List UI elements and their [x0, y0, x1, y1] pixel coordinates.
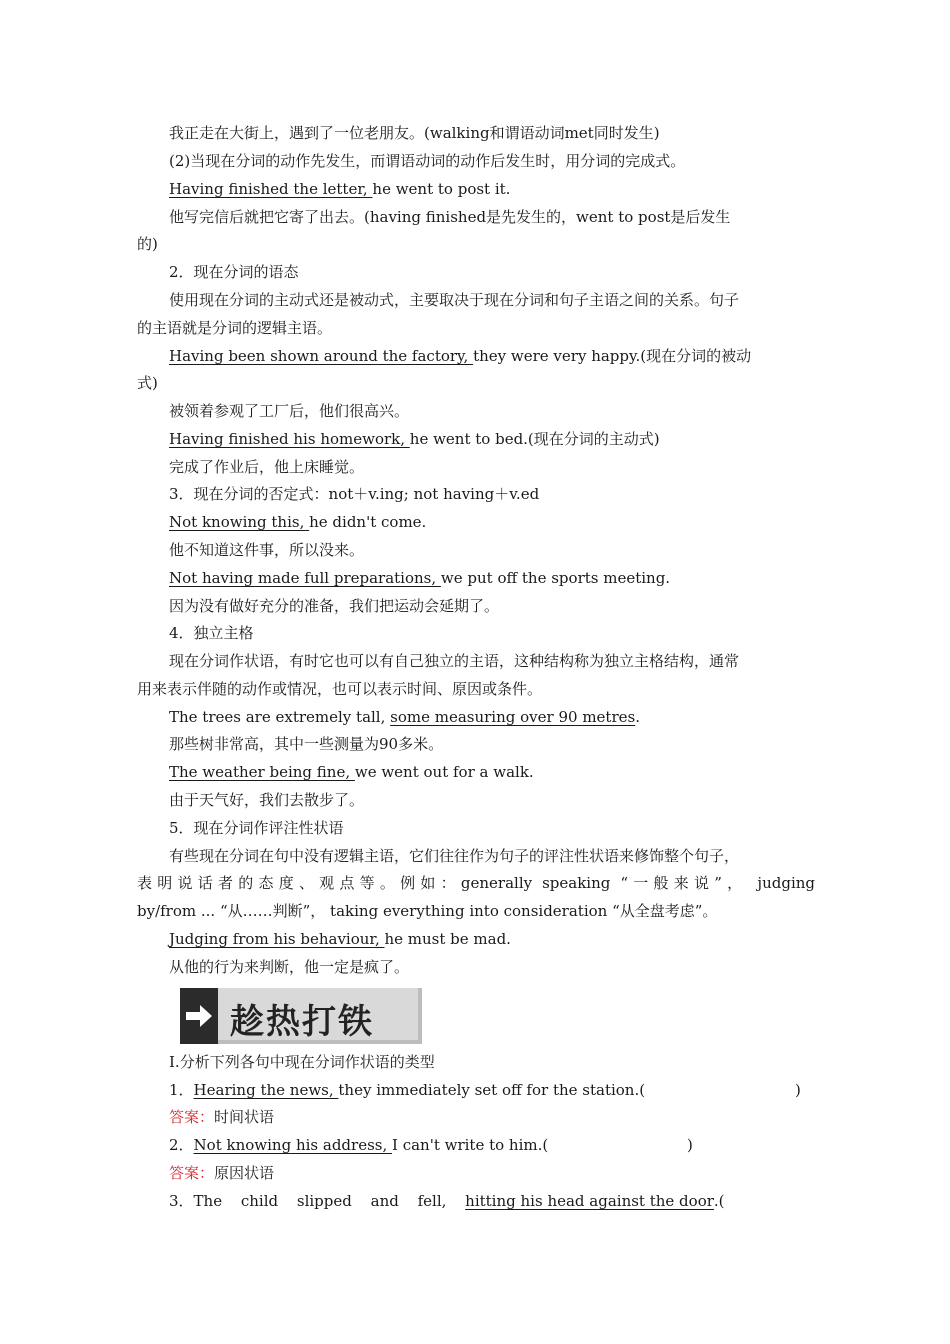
translation: 他不知道这件事，所以没来。 — [169, 541, 365, 559]
underlined-phrase: The weather being fine, — [169, 763, 355, 781]
translation: 因为没有做好充分的准备，我们把运动会延期了。 — [169, 597, 500, 615]
example-sentence — [169, 512, 815, 532]
underlined-phrase: Having been shown around the factory, — [169, 347, 474, 365]
sentence-rest: they were very happy.(现在分词的被动 — [473, 347, 752, 365]
answer-label: 答案： — [169, 1164, 215, 1182]
section-heading: 5．现在分词作评注性状语 — [169, 819, 344, 837]
answer-label: 答案： — [169, 1108, 215, 1126]
question-1 — [169, 1080, 815, 1100]
practice-banner — [180, 988, 418, 1044]
answer-blank-close: ) — [795, 1081, 801, 1099]
question-3 — [169, 1191, 815, 1211]
example-sentence — [169, 707, 815, 727]
exercise-heading: Ⅰ.分析下列各句中现在分词作状语的类型 — [169, 1053, 435, 1071]
text-line: (2)当现在分词的动作先发生，而谓语动词的动作后发生时，用分词的完成式。 — [169, 152, 686, 170]
arrow-right-icon — [184, 1002, 214, 1030]
translation: 被领着参观了工厂后，他们很高兴。 — [169, 402, 410, 420]
translation: 完成了作业后，他上床睡觉。 — [169, 458, 365, 476]
sentence-rest: we put off the sports meeting. — [440, 569, 671, 587]
question-number: 3． — [169, 1192, 194, 1210]
text-line: 使用现在分词的主动式还是被动式，主要取决于现在分词和句子主语之间的关系。句子 — [169, 291, 740, 309]
sentence-rest: .( — [713, 1192, 725, 1210]
example-sentence — [169, 429, 815, 449]
answer-blank-close: ) — [687, 1136, 693, 1154]
text-line: by/from ... “从……判断”， taking everything into consideration “从全盘考虑”。 — [137, 902, 718, 920]
translation: 那些树非常高，其中一些测量为90多米。 — [169, 735, 444, 753]
underlined-phrase: Not having made full preparations, — [169, 569, 441, 587]
example-sentence — [169, 568, 815, 588]
answer-value: 原因状语 — [214, 1164, 275, 1182]
question-number: 2． — [169, 1136, 194, 1154]
text-line: 表明说话者的态度、观点等。例如：generally speaking “一般来说”， judging — [137, 874, 815, 892]
underlined-phrase: Not knowing his address, — [193, 1136, 392, 1154]
sentence-rest: I can't write to him.( — [392, 1136, 549, 1154]
underlined-phrase: Hearing the news, — [193, 1081, 339, 1099]
sentence-start: The child slipped and fell, — [193, 1192, 466, 1210]
text-line: 的) — [137, 235, 158, 253]
sentence-start: The trees are extremely tall, — [169, 708, 391, 726]
answer-2 — [169, 1163, 815, 1183]
text-line: 用来表示伴随的动作或情况，也可以表示时间、原因或条件。 — [137, 680, 543, 698]
question-number: 1． — [169, 1081, 194, 1099]
question-2 — [169, 1135, 815, 1155]
text-line: 有些现在分词在句中没有逻辑主语，它们往往作为句子的评注性状语来修饰整个句子， — [169, 847, 740, 865]
answer-value: 时间状语 — [214, 1108, 275, 1126]
sentence-rest: he went to bed.(现在分词的主动式) — [409, 430, 660, 448]
sentence-rest: he went to post it. — [372, 180, 511, 198]
section-heading: 4．独立主格 — [169, 624, 254, 642]
example-sentence — [169, 762, 815, 782]
text-line: 的主语就是分词的逻辑主语。 — [137, 319, 333, 337]
underlined-phrase: Having finished the letter, — [169, 180, 373, 198]
sentence-rest: he didn't come. — [309, 513, 427, 531]
text-line: 我正走在大街上，遇到了一位老朋友。(walking和谓语动词met同时发生) — [169, 124, 660, 142]
sentence-rest: . — [635, 708, 640, 726]
section-heading: 2．现在分词的语态 — [169, 263, 299, 281]
translation: 从他的行为来判断，他一定是疯了。 — [169, 958, 410, 976]
underlined-phrase: Judging from his behaviour, — [169, 930, 385, 948]
sentence-rest: they immediately set off for the station.( — [338, 1081, 646, 1099]
sentence-rest: we went out for a walk. — [354, 763, 534, 781]
example-sentence — [169, 929, 815, 949]
text-line: 式) — [137, 374, 158, 392]
example-sentence — [169, 179, 815, 199]
section-heading: 3．现在分词的否定式：not＋v.ing; not having＋v.ed — [169, 485, 540, 503]
sentence-rest: he must be mad. — [384, 930, 511, 948]
text-line: 现在分词作状语，有时它也可以有自己独立的主语，这种结构称为独立主格结构，通常 — [169, 652, 740, 670]
text-line: 他写完信后就把它寄了出去。(having finished是先发生的，went to post是后发生 — [169, 208, 731, 226]
underlined-phrase: Not knowing this, — [169, 513, 310, 531]
underlined-phrase: some measuring over 90 metres — [390, 708, 636, 726]
underlined-phrase: hitting his head against the door — [465, 1192, 714, 1210]
translation: 由于天气好，我们去散步了。 — [169, 791, 365, 809]
underlined-phrase: Having finished his homework, — [169, 430, 410, 448]
banner-title: 趁热打铁 — [230, 1002, 374, 1042]
example-sentence — [169, 346, 815, 366]
answer-1 — [169, 1107, 815, 1127]
